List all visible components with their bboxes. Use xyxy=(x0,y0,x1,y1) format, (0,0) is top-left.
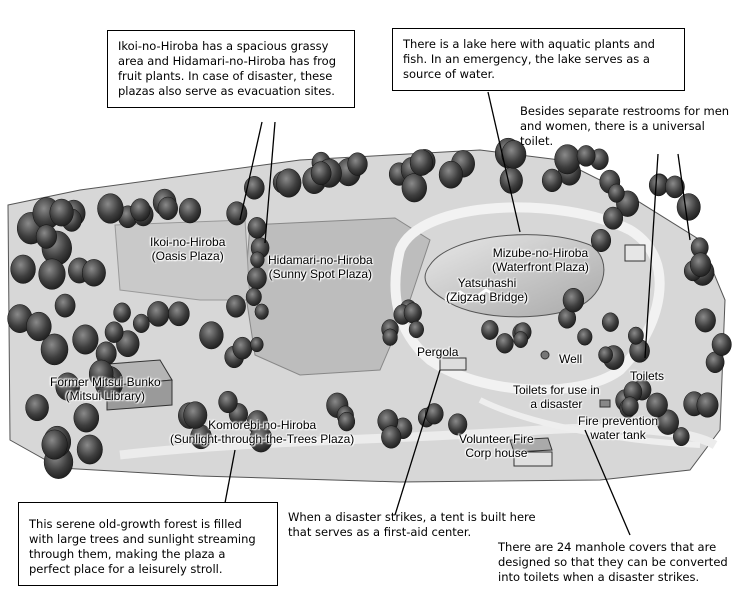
fire-tank-marker xyxy=(600,400,610,407)
tree xyxy=(74,403,99,432)
tree xyxy=(563,288,584,312)
callout-plazas: Ikoi-no-Hiroba has a spacious grassy area and Hidamari-no-Hiroba has frog fruit plants. In case of disaster, these plazas also serve as evacuation sites. xyxy=(107,30,355,108)
tree xyxy=(98,194,124,224)
tree xyxy=(697,393,718,418)
tree xyxy=(226,295,245,317)
tree xyxy=(246,288,261,306)
tree xyxy=(219,391,238,413)
tree xyxy=(578,329,593,346)
tree xyxy=(251,252,265,268)
tree xyxy=(11,255,36,284)
pergola-structure xyxy=(440,358,466,370)
label-ikoi: Ikoi-no-Hiroba (Oasis Plaza) xyxy=(150,235,226,263)
tree xyxy=(500,168,523,194)
tree xyxy=(251,337,264,352)
tree xyxy=(247,267,266,289)
label-mizube: Mizube-no-Hiroba (Waterfront Plaza) xyxy=(492,246,589,274)
tree xyxy=(712,333,731,355)
tree xyxy=(200,322,224,349)
tree xyxy=(26,394,49,420)
tree xyxy=(695,309,715,332)
tree xyxy=(348,153,368,176)
tree xyxy=(50,199,74,226)
tree xyxy=(36,225,57,249)
tree xyxy=(482,320,499,339)
callout-tent: When a disaster strikes, a tent is built here that serves as a first-aid center. xyxy=(288,510,536,539)
tree xyxy=(542,169,562,192)
tree xyxy=(439,161,463,188)
tree xyxy=(255,304,269,320)
tree xyxy=(105,322,123,343)
label-toilets: Toilets xyxy=(630,369,665,383)
tree xyxy=(77,435,102,464)
tree xyxy=(42,430,68,459)
callout-manholes: There are 24 manhole covers that are designed so that they can be converted into toilets when a disaster strikes. xyxy=(498,540,728,584)
tree xyxy=(410,150,433,176)
tree xyxy=(402,174,427,203)
tree xyxy=(179,198,201,223)
label-mitsui: Former Mitsui Bunko (Mitsui Library) xyxy=(50,375,161,403)
label-fire-tank: Fire prevention water tank xyxy=(578,414,659,442)
tree xyxy=(168,302,189,326)
tree xyxy=(603,207,622,229)
well-marker xyxy=(541,351,549,359)
label-volunteer: Volunteer Fire Corp house xyxy=(459,432,534,460)
label-disaster-toilets: Toilets for use in a disaster xyxy=(513,383,600,411)
tree xyxy=(602,313,618,332)
tree xyxy=(496,333,513,353)
tree xyxy=(514,331,528,347)
tree xyxy=(409,321,424,338)
tree xyxy=(233,337,252,359)
tree xyxy=(622,397,639,416)
tree xyxy=(608,184,624,202)
toilets-building xyxy=(625,245,645,261)
tree xyxy=(39,259,66,290)
tree xyxy=(599,347,613,363)
label-yatsuhashi: Yatsuhashi (Zigzag Bridge) xyxy=(446,276,529,304)
label-pergola: Pergola xyxy=(417,345,459,359)
tree xyxy=(248,217,266,238)
label-well: Well xyxy=(559,352,583,366)
tree xyxy=(82,259,105,286)
tree xyxy=(404,303,422,323)
callout-restrooms: Besides separate restrooms for men and women, there is a universal toilet. xyxy=(520,104,730,148)
tree xyxy=(311,162,331,185)
callout-lake: There is a lake here with aquatic plants and fish. In an emergency, the lake serves as a source of water. xyxy=(392,28,685,91)
tree xyxy=(381,426,401,449)
tree xyxy=(677,194,700,221)
tree xyxy=(133,314,149,333)
tree xyxy=(147,301,169,326)
callout-forest: This serene old-growth forest is filled with large trees and sunlight streaming through them, making the plaza a perfect place for a leisurely stroll. xyxy=(18,502,278,586)
tree xyxy=(26,312,51,341)
tree xyxy=(690,253,711,277)
tree xyxy=(73,325,99,354)
tree xyxy=(383,329,398,346)
tree xyxy=(628,327,643,344)
tree xyxy=(276,169,301,198)
tree xyxy=(591,229,611,252)
label-komorebi: Komorebi-no-Hiroba (Sunlight-through-the-Trees Plaza) xyxy=(170,418,355,446)
tree xyxy=(131,199,151,222)
tree xyxy=(158,197,178,220)
label-hidamari: Hidamari-no-Hiroba (Sunny Spot Plaza) xyxy=(268,253,373,281)
tree xyxy=(55,294,75,317)
tree xyxy=(114,303,131,323)
